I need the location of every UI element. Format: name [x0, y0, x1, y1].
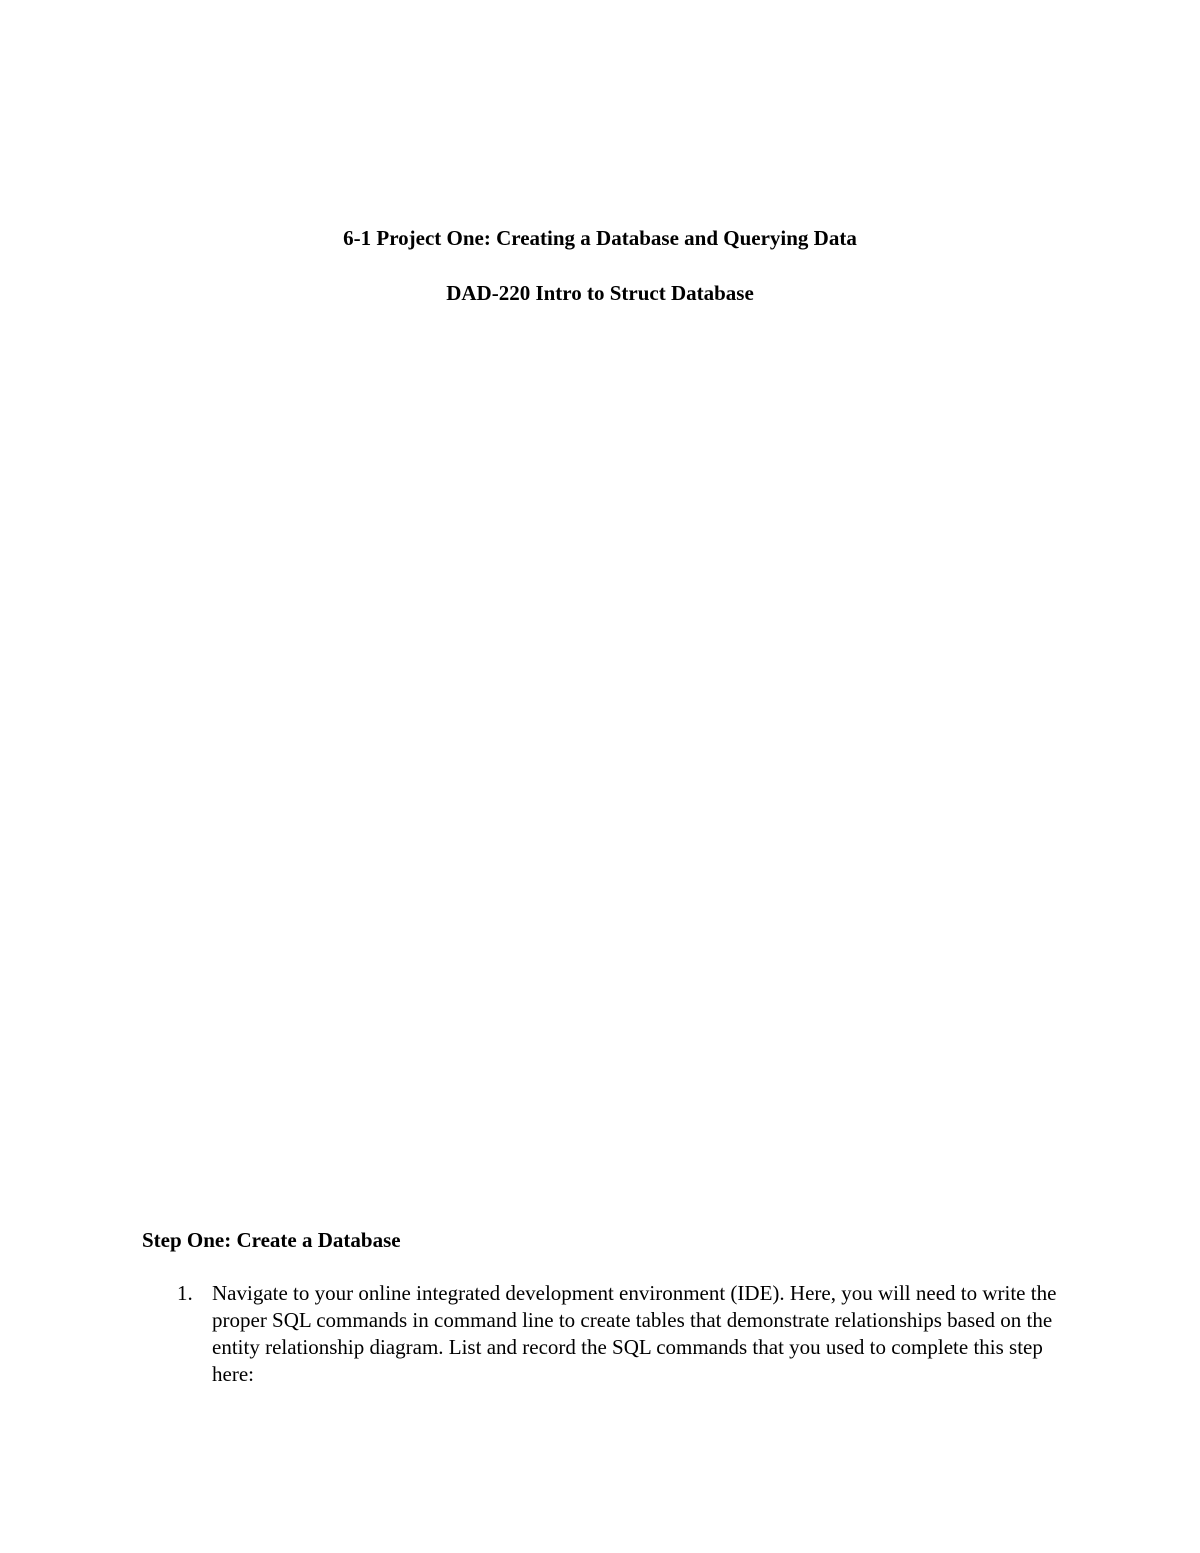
section-heading-step-one: Step One: Create a Database: [142, 1228, 401, 1252]
course-title: DAD-220 Intro to Struct Database: [446, 281, 754, 305]
list-item: [142, 1280, 1062, 1388]
list-item-number: 1.: [177, 1281, 193, 1305]
list-item-text: Navigate to your online integrated development environment (IDE). Here, you will need to write the proper SQL commands in command line to create tables that demonstrate relationships based on the entity relationship diagram. List and record the SQL commands that you used to complete this step here:: [212, 1281, 1057, 1386]
step-one-list: [142, 1280, 1062, 1388]
page-title: 6-1 Project One: Creating a Database and Querying Data: [343, 226, 857, 250]
